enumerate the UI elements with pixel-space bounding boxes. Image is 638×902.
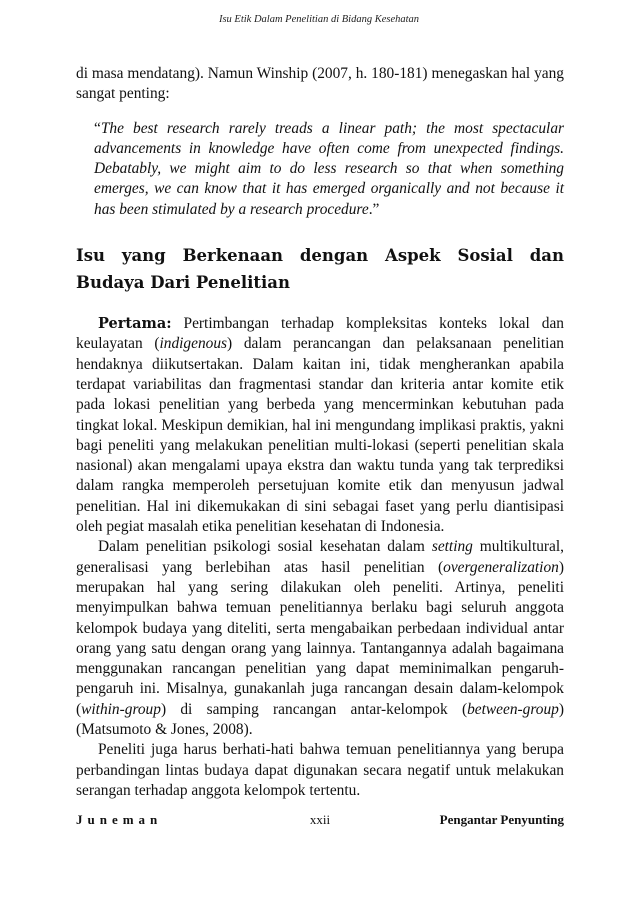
paragraph-text: ) dalam perancangan dan pelaksanaan penelitian hendaknya diikutsertakan. Dalam kaitan ini, tidak mengherankan apabila terdapat variabilitas dan fragmentasi standar dan kriteria antar komite etik pada lokasi penelitian yang berbeda yang mencerminkan kebutuhan pada tingkat lokal. Meskipun demikian, hal ini mengundang implikasi praktis, yakni bagi peneliti yang melakukan penelitian multi-lokasi (seperti penelitian skala nasional) akan mengalami upaya ekstra dan waktu tunda yang tak terprediksi dalam rangka memperoleh persetujuan komite etik dan menyusun jadwal penelitian. Hal ini dikemukakan di sini sebagai faset yang perlu diantisipasi oleh pegiat masalah etika penelitian kesehatan di Indonesia.	[76, 335, 564, 536]
paragraph-text: ) di samping rancangan antar-kelompok (	[160, 700, 468, 718]
paragraph-text: ) (Matsumoto & Jones, 2008).	[76, 700, 564, 739]
footer-section: Pengantar Penyunting	[439, 812, 564, 827]
section-heading: Isu yang Berkenaan dengan Aspek Sosial dan Budaya Dari Penelitian	[76, 246, 564, 293]
quote-text: The best research rarely treads a linear path; the most spectacular advancements in knowledge have often come from unexpected findings. Debatably, we might aim to do less research so that when something emerges, we can know that it has emerged organically and not because it has been stimulated by a research procedure	[94, 119, 564, 218]
running-header: Isu Etik Dalam Penelitian di Bidang Kesehatan	[218, 14, 420, 25]
paragraph-setting	[76, 537, 564, 740]
paragraph-text: Pertimbangan terhadap kompleksitas konteks lokal dan keulayatan (	[76, 315, 564, 353]
paragraph-pertama	[76, 314, 564, 537]
intro-paragraph: di masa mendatang). Namun Winship (2007, h. 180-181) menegaskan hal yang sangat penting:	[76, 65, 564, 103]
italic-term: between-group	[467, 700, 559, 718]
italic-term: overgeneralization	[443, 558, 559, 576]
page-footer	[76, 812, 564, 832]
paragraph-text: ) merupakan hal yang sering dilakukan oleh peneliti. Artinya, peneliti menyimpulkan bahwa temuan penelitiannya berlaku bagi seluruh anggota kelompok budaya yang diteliti, serta mengabaikan perbedaan individual antar orang yang satu dengan orang yang lainnya. Tantangannya adalah bagaimana menggunakan rancangan penelitian yang dapat meminimalkan pengaruh-pengaruh ini. Misalnya, gunakanlah juga rancangan desain dalam-kelompok (	[76, 558, 564, 718]
paragraph-lead: Pertama:	[98, 315, 172, 333]
italic-term: within-group	[81, 700, 161, 718]
paragraph-lintas-budaya: Peneliti juga harus berhati-hati bahwa temuan penelitiannya yang berupa perbandingan lintas budaya dapat digunakan secara negatif untuk melakukan serangan terhadap anggota kelompok tertentu.	[76, 741, 564, 799]
footer-author: Juneman	[76, 812, 163, 827]
paragraph-text: multikultural, generalisasi yang berlebihan atas hasil penelitian (	[76, 538, 565, 576]
paragraph-text: Dalam penelitian psikologi sosial kesehatan dalam	[98, 538, 432, 556]
quote-open-mark: “	[94, 119, 101, 137]
quote-close-mark: .”	[368, 200, 380, 218]
block-quote	[94, 119, 564, 220]
italic-term: setting	[431, 538, 473, 556]
page-number: xxii	[309, 812, 331, 827]
page-content	[76, 64, 564, 801]
italic-term: indigenous	[159, 335, 228, 353]
